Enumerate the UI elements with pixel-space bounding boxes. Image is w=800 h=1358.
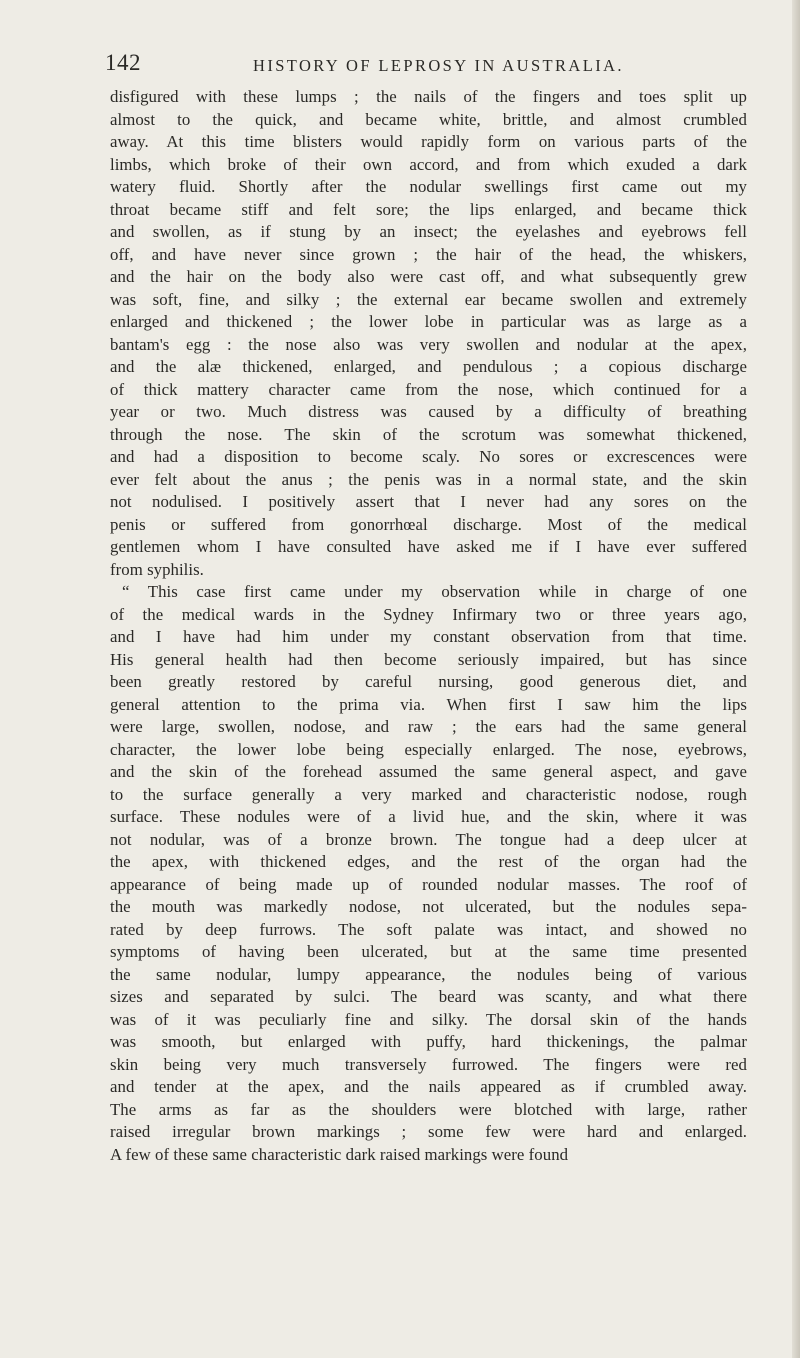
text-line: His general health had then become seriously impaired, but has since [110,649,747,669]
body-text [110,86,747,1326]
text-line: was of it was peculiarly fine and silky. The dorsal skin of the hands [110,1009,747,1029]
page-number: 142 [105,50,141,75]
text-line: sizes and separated by sulci. The beard was scanty, and what there [110,987,747,1006]
text-line: and tender at the apex, and the nails appeared as if crumbled away. [110,1077,747,1096]
text-line: appearance of being made up of rounded nodular masses. The roof of [110,874,747,894]
text-line: raised irregular brown markings ; some few were hard and enlarged. [110,1122,747,1141]
text-line: the mouth was markedly nodose, not ulcerated, but the nodules sepa- [110,897,747,916]
text-line: rated by deep furrows. The soft palate was intact, and showed no [110,919,747,939]
text-line: was smooth, but enlarged with puffy, hard thickenings, the palmar [110,1032,747,1051]
text-line: was soft, fine, and silky ; the external ear became swollen and extremely [110,289,747,309]
text-line: throat became stiff and felt sore; the lips enlarged, and became thick [110,199,747,219]
text-line: The arms as far as the shoulders were blotched with large, rather [110,1099,747,1119]
text-line: from syphilis. [110,559,204,579]
page-header [105,50,725,82]
text-line: and swollen, as if stung by an insect; the eyelashes and eyebrows fell [110,222,747,241]
text-line: “ This case first came under my observation while in charge of one [122,582,747,601]
text-line: away. At this time blisters would rapidly form on various parts of the [110,132,747,151]
text-line: the same nodular, lumpy appearance, the nodules being of various [110,964,747,984]
text-line: penis or suffered from gonorrhœal discharge. Most of the medical [110,514,747,534]
text-line: off, and have never since grown ; the hair of the head, the whiskers, [110,244,747,264]
text-line: and the hair on the body also were cast off, and what subsequently grew [110,267,747,286]
text-line: gentlemen whom I have consulted have asked me if I have ever suffered [110,537,747,556]
text-line: symptoms of having been ulcerated, but at the same time presented [110,942,747,961]
text-line: of thick mattery character came from the nose, which continued for a [110,379,747,399]
text-line: through the nose. The skin of the scrotum was somewhat thickened, [110,424,747,444]
text-line: and I have had him under my constant observation from that time. [110,627,747,646]
text-line: character, the lower lobe being especially enlarged. The nose, eyebrows, [110,739,747,759]
page-edge [792,0,800,1358]
text-line: not nodular, was of a bronze brown. The tongue had a deep ulcer at [110,829,747,849]
text-line: almost to the quick, and became white, brittle, and almost crumbled [110,109,747,129]
text-line: ever felt about the anus ; the penis was in a normal state, and the skin [110,469,747,489]
text-line: of the medical wards in the Sydney Infirmary two or three years ago, [110,604,747,624]
text-line: watery fluid. Shortly after the nodular swellings first came out my [110,177,747,196]
text-line: surface. These nodules were of a livid hue, and the skin, where it was [110,807,747,826]
text-line: and the skin of the forehead assumed the same general aspect, and gave [110,762,747,781]
text-line: and the alæ thickened, enlarged, and pendulous ; a copious discharge [110,357,747,376]
text-line: were large, swollen, nodose, and raw ; the ears had the same general [110,717,747,736]
text-line: general attention to the prima via. When first I saw him the lips [110,694,747,714]
text-line: A few of these same characteristic dark raised markings were found [110,1144,569,1164]
text-line: the apex, with thickened edges, and the rest of the organ had the [110,852,747,871]
text-line: skin being very much transversely furrowed. The fingers were red [110,1054,747,1074]
text-line: and had a disposition to become scaly. No sores or excrescences were [110,447,747,466]
running-title: HISTORY OF LEPROSY IN AUSTRALIA. [253,56,624,75]
text-line: enlarged and thickened ; the lower lobe in particular was as large as a [110,312,747,331]
text-line: disfigured with these lumps ; the nails of the fingers and toes split up [110,87,747,106]
text-line: bantam's egg : the nose also was very swollen and nodular at the apex, [110,334,747,354]
text-line: year or two. Much distress was caused by a difficulty of breathing [110,402,747,421]
text-line: limbs, which broke of their own accord, and from which exuded a dark [110,154,747,174]
text-line: not nodulised. I positively assert that I never had any sores on the [110,492,747,511]
text-line: to the surface generally a very marked and characteristic nodose, rough [110,784,747,804]
text-line: been greatly restored by careful nursing, good generous diet, and [110,672,747,691]
